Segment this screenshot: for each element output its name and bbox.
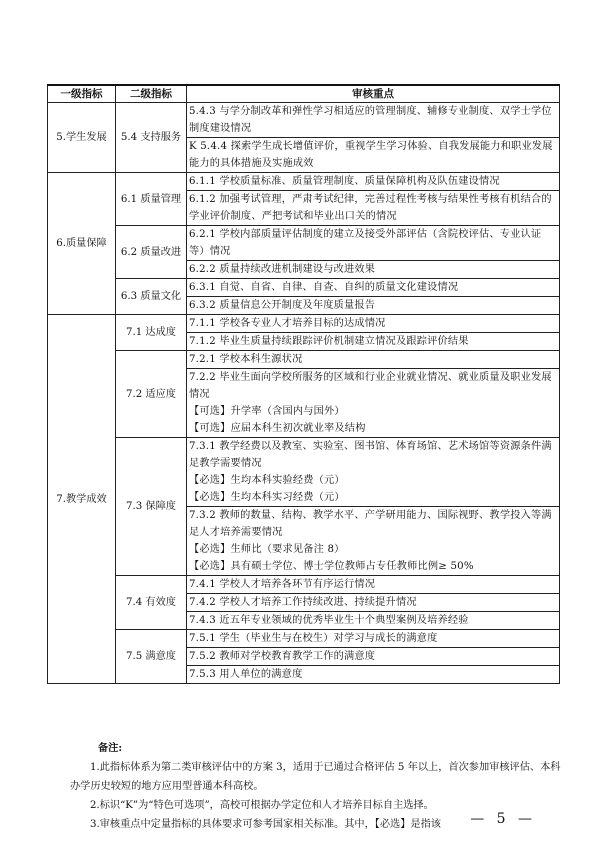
level1-cell: 7.教学成效 <box>48 315 116 684</box>
review-point: 7.3.2 教师的数量、结构、教学水平、产学研用能力、国际视野、教学投入等满足人才培养需要情况 <box>189 510 552 538</box>
review-point: 7.4.1 学校人才培养各环节有序运行情况 <box>187 576 560 594</box>
required-metric: 【必选】生师比（要求见备注 8） <box>189 544 345 555</box>
review-point: 7.2.1 学校本科生源状况 <box>187 351 560 369</box>
table-row <box>48 226 560 261</box>
review-point: 6.2.2 质量持续改进机制建设与改进效果 <box>187 261 560 279</box>
optional-metric: 【可选】应届本科生初次就业率及结构 <box>189 423 366 434</box>
review-point: K 5.4.4 探索学生成长增值评价，重视学生学习体验、自我发展能力和职业发展能力的具体措施及实施成效 <box>187 138 560 173</box>
review-index-table <box>47 84 560 684</box>
table-row <box>48 438 560 507</box>
note-item: 1.此指标体系为第二类审核评估中的方案 3，适用于已通过合格评估 5 年以上，首次参加审核评估、本科办学历史较短的地方应用型普通本科高校。 <box>70 762 561 792</box>
review-point: 6.2.1 学校内部质量评估制度的建立及接受外部评估（含院校评估、专业认证等）情况 <box>187 226 560 261</box>
table-header-row <box>48 85 560 103</box>
review-point: 7.4.2 学校人才培养工作持续改进、持续提升情况 <box>187 594 560 612</box>
level2-cell: 5.4 支持服务 <box>116 103 187 173</box>
review-point: 6.1.1 学校质量标准、质量管理制度、质量保障机构及队伍建设情况 <box>187 173 560 191</box>
level2-cell: 7.2 适应度 <box>116 351 187 438</box>
level2-cell: 7.4 有效度 <box>116 576 187 630</box>
level2-cell: 7.5 满意度 <box>116 630 187 684</box>
header-review-focus: 审核重点 <box>187 85 560 103</box>
review-point: 7.5.1 学生（毕业生与在校生）对学习与成长的满意度 <box>187 630 560 648</box>
required-metric: 【必选】具有硕士学位、博士学位教师占专任教师比例≥ 50% <box>189 561 474 572</box>
review-point: 7.5.2 教师对学校教育教学工作的满意度 <box>187 648 560 666</box>
review-point: 7.2.2 毕业生面向学校所服务的区域和行业企业就业情况、就业质量及职业发展情况 <box>189 372 552 400</box>
header-level2: 二级指标 <box>116 85 187 103</box>
review-point: 7.1.2 毕业生质量持续跟踪评价机制建立情况及跟踪评价结果 <box>187 333 560 351</box>
required-metric: 【必选】生均本科实验经费（元） <box>189 475 345 486</box>
level2-cell: 6.2 质量改进 <box>116 226 187 279</box>
review-point: 7.1.1 学校各专业人才培养目标的达成情况 <box>187 315 560 333</box>
header-level1: 一级指标 <box>48 85 116 103</box>
level1-cell: 5.学生发展 <box>48 103 116 173</box>
table-row <box>48 173 560 191</box>
table-row <box>48 315 560 333</box>
level2-cell: 7.3 保障度 <box>116 438 187 576</box>
table-row <box>48 630 560 648</box>
notes-title: 备注: <box>98 742 123 754</box>
page-number: — 5 — <box>470 811 536 827</box>
table-row <box>48 576 560 594</box>
review-point-group <box>187 507 560 576</box>
level2-cell: 7.1 达成度 <box>116 315 187 351</box>
review-point-group <box>187 369 560 438</box>
required-metric: 【必选】生均本科实习经费（元） <box>189 492 345 503</box>
table-row <box>48 103 560 138</box>
review-point: 7.5.3 用人单位的满意度 <box>187 666 560 684</box>
level2-cell: 6.1 质量管理 <box>116 173 187 226</box>
note-item: 3.审核重点中定量指标的具体要求可参考国家相关标准。其中，【必选】是指该 <box>90 819 441 830</box>
level1-cell: 6.质量保障 <box>48 173 116 315</box>
table-row <box>48 279 560 297</box>
table-row <box>48 351 560 369</box>
review-point: 7.3.1 教学经费以及教室、实验室、图书馆、体育场馆、艺术场馆等资源条件满足教学需要情况 <box>189 441 552 469</box>
review-point: 6.3.2 质量信息公开制度及年度质量报告 <box>187 297 560 315</box>
level2-cell: 6.3 质量文化 <box>116 279 187 315</box>
note-item: 2.标识“K”为“特色可选项”，高校可根据办学定位和人才培养目标自主选择。 <box>90 800 434 811</box>
review-point: 5.4.3 与学分制改革和弹性学习相适应的管理制度、辅修专业制度、双学士学位制度建设情况 <box>187 103 560 138</box>
review-point: 6.3.1 自觉、自省、自律、自查、自纠的质量文化建设情况 <box>187 279 560 297</box>
review-point: 6.1.2 加强考试管理，严肃考试纪律，完善过程性考核与结果性考核有机结合的学业评价制度、严把考试和毕业出口关的情况 <box>187 191 560 226</box>
optional-metric: 【可选】升学率（含国内与国外） <box>189 406 345 417</box>
review-point: 7.4.3 近五年专业领域的优秀毕业生十个典型案例及培养经验 <box>187 612 560 630</box>
review-point-group <box>187 438 560 507</box>
